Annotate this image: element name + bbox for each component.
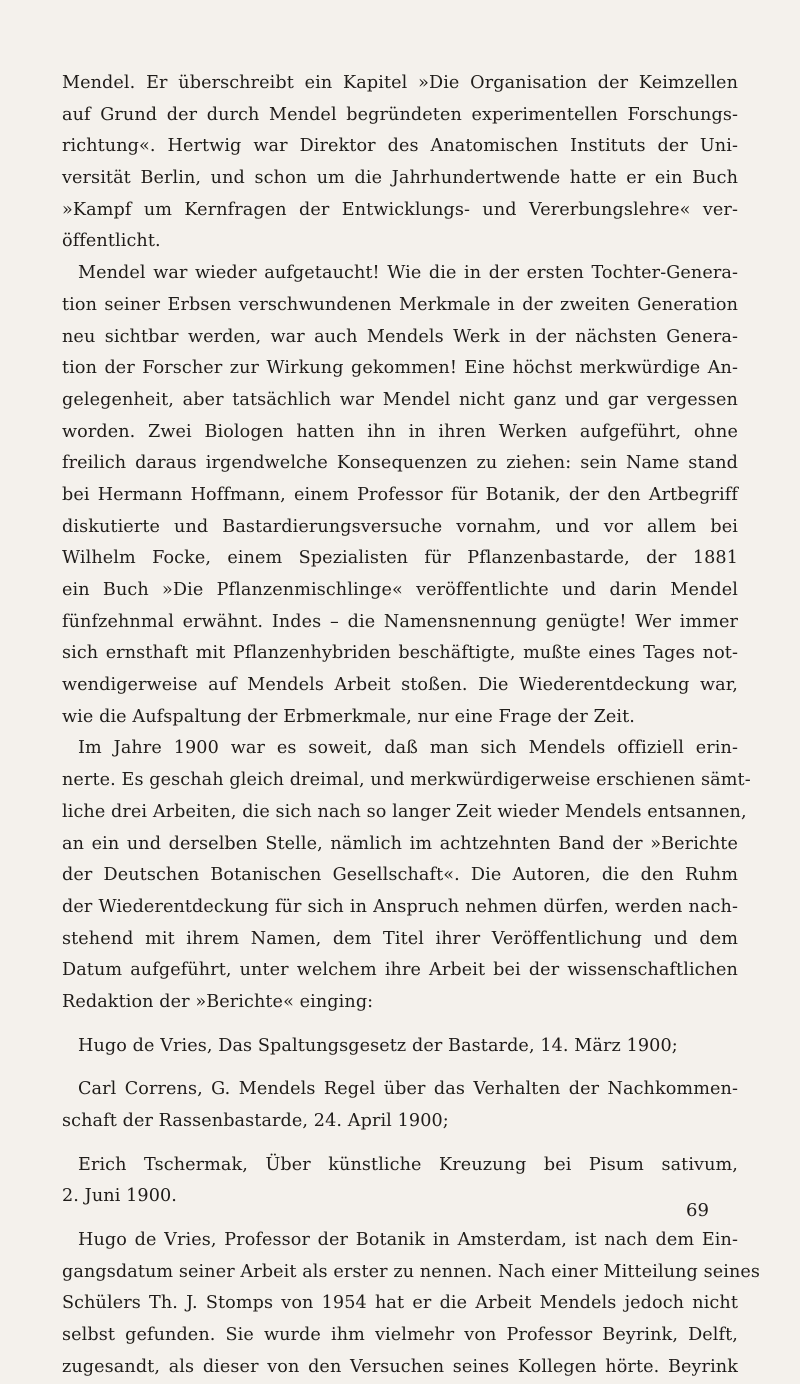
text-line: der Deutschen Botanischen Gesellschaft«. Die Autoren, die den Ruhm — [62, 865, 738, 886]
text-line: Mendel war wieder aufgetaucht! Wie die in der ersten Tochter-Genera- — [78, 263, 738, 284]
text-line: tion der Forscher zur Wirkung gekommen! Eine höchst merkwürdige An- — [62, 358, 738, 379]
text-line: Hugo de Vries, Professor der Botanik in Amsterdam, ist nach dem Ein- — [78, 1230, 738, 1251]
text-line: 2. Juni 1900. — [62, 1186, 177, 1207]
text-line: tion seiner Erbsen verschwundenen Merkmale in der zweiten Generation — [62, 294, 738, 315]
text-line: freilich daraus irgendwelche Konsequenzen zu ziehen: sein Name stand — [62, 453, 738, 474]
text-line: versität Berlin, und schon um die Jahrhundertwende hatte er ein Buch — [62, 168, 738, 189]
paragraph — [62, 733, 751, 1018]
page-number: 69 — [686, 1200, 709, 1221]
text-line: wie die Aufspaltung der Erbmerkmale, nur eine Frage der Zeit. — [62, 706, 635, 727]
text-line: Wilhelm Focke, einem Spezialisten für Pflanzenbastarde, der 1881 — [62, 548, 738, 569]
text-line: worden. Zwei Biologen hatten ihn in ihren Werken aufgeführt, ohne — [62, 421, 738, 442]
paragraph-gap — [62, 1138, 738, 1150]
text-line: an ein und derselben Stelle, nämlich im achtzehnten Band der »Berichte — [62, 833, 738, 854]
paragraph-gap — [62, 1062, 738, 1074]
paragraph — [62, 1150, 738, 1213]
text-line: Redaktion der »Berichte« einging: — [62, 991, 374, 1012]
text-line: fünfzehnmal erwähnt. Indes – die Namensnennung genügte! Wer immer — [62, 611, 738, 632]
text-line: ein Buch »Die Pflanzenmischlinge« veröffentlichte und darin Mendel — [62, 580, 738, 600]
text-line: Schülers Th. J. Stomps von 1954 hat er die Arbeit Mendels jedoch nicht — [62, 1293, 738, 1314]
text-line: Erich Tschermak, Über künstliche Kreuzung bei Pisum sativum, — [78, 1154, 738, 1175]
text-line: neu sichtbar werden, war auch Mendels Werk in der nächsten Genera- — [62, 326, 738, 347]
text-line: »Kampf um Kernfragen der Entwicklungs- und Vererbungslehre« ver- — [62, 199, 738, 220]
text-line: liche drei Arbeiten, die sich nach so langer Zeit wieder Mendels entsannen, — [62, 801, 747, 822]
text-line: richtung«. Hertwig war Direktor des Anatomischen Instituts der Uni- — [62, 136, 738, 157]
text-line: Mendel. Er überschreibt ein Kapitel »Die Organisation der Keimzellen — [62, 73, 738, 93]
text-line: wendigerweise auf Mendels Arbeit stoßen. Die Wiederentdeckung war, — [62, 675, 738, 696]
text-line: der Wiederentdeckung für sich in Anspruch nehmen dürfen, werden nach- — [62, 896, 738, 917]
text-line: diskutierte und Bastardierungsversuche vornahm, und vor allem bei — [62, 516, 738, 537]
text-line: Datum aufgeführt, unter welchem ihre Arbeit bei der wissenschaftlichen — [62, 960, 738, 981]
text-line: Hugo de Vries, Das Spaltungsgesetz der Bastarde, 14. März 1900; — [78, 1035, 678, 1056]
text-line: zugesandt, als dieser von den Versuchen seines Kollegen hörte. Beyrink — [62, 1356, 738, 1377]
text-line: nerte. Es geschah gleich dreimal, und merkwürdigerweise erschienen sämt- — [62, 770, 751, 791]
paragraph — [62, 258, 738, 733]
text-line: schaft der Rassenbastarde, 24. April 1900; — [62, 1111, 449, 1131]
paragraph — [62, 68, 738, 258]
paragraph — [62, 1031, 738, 1063]
paragraph — [62, 1225, 761, 1383]
text-line: gangsdatum seiner Arbeit als erster zu nennen. Nach einer Mitteilung seines — [62, 1261, 761, 1282]
text-line: Carl Correns, G. Mendels Regel über das Verhalten der Nachkommen- — [78, 1079, 738, 1100]
text-line: sich ernsthaft mit Pflanzenhybriden beschäftigte, mußte eines Tages not- — [62, 643, 738, 664]
paragraph-gap — [62, 1019, 738, 1031]
text-line: Im Jahre 1900 war es soweit, daß man sich Mendels offiziell erin- — [78, 738, 738, 759]
paragraph — [62, 1074, 738, 1137]
text-line: bei Hermann Hoffmann, einem Professor für Botanik, der den Artbegriff — [62, 484, 738, 505]
text-line: gelegenheit, aber tatsächlich war Mendel nicht ganz und gar vergessen — [62, 389, 738, 410]
text-line: auf Grund der durch Mendel begründeten experimentellen Forschungs- — [62, 104, 738, 125]
text-line: selbst gefunden. Sie wurde ihm vielmehr von Professor Beyrink, Delft, — [62, 1325, 738, 1346]
paragraph-gap — [62, 1213, 738, 1225]
page-body — [62, 68, 761, 1384]
text-line: öffentlicht. — [62, 231, 161, 252]
text-line: stehend mit ihrem Namen, dem Titel ihrer Veröffentlichung und dem — [62, 928, 738, 949]
